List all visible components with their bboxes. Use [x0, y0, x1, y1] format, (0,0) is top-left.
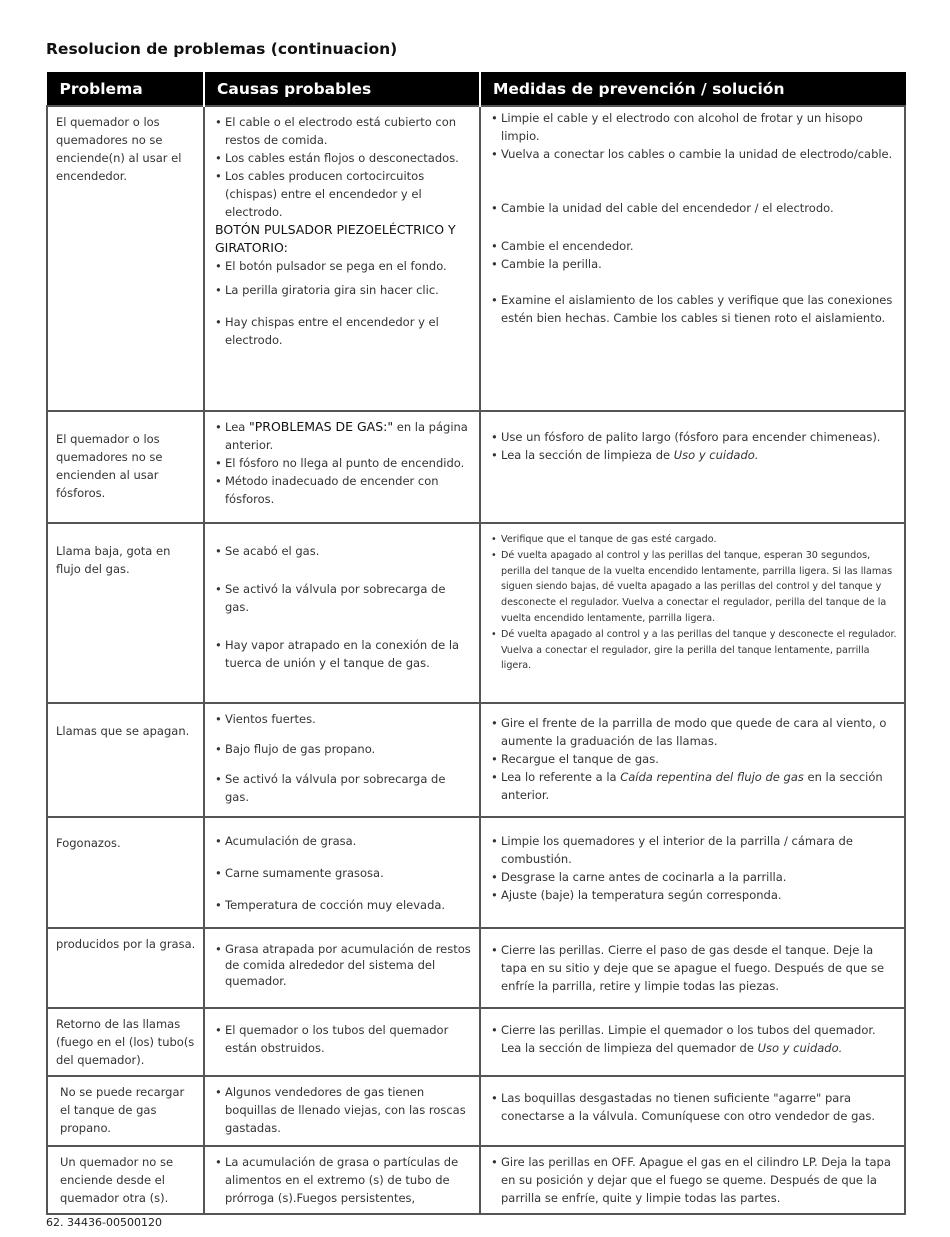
list-item: • Vuelva a conectar los cables o cambie la unidad de electrodo/cable. — [489, 145, 898, 163]
solutions-cell — [480, 703, 905, 817]
causes-cell — [204, 817, 480, 928]
problem-text: Llamas que se apagan. — [56, 724, 190, 738]
problem-text: No se puede recargar el tanque de gas propano. — [60, 1085, 185, 1135]
header-problem: Problema — [47, 73, 204, 107]
list-item: • El botón pulsador se pega en el fondo. — [213, 257, 473, 275]
problem-cell — [47, 1008, 204, 1076]
list-item: • Verifique que el tanque de gas esté cargado. — [489, 532, 898, 548]
causes-cell — [204, 1146, 480, 1214]
problem-cell — [47, 411, 204, 523]
list-item: • Limpie los quemadores y el interior de la parrilla / cámara de combustión. — [489, 832, 898, 868]
problem-cell — [47, 1146, 204, 1214]
causes-heading: BOTÓN PULSADOR PIEZOELÉCTRICO Y GIRATORIO: — [215, 222, 456, 255]
list-item: • Gire las perillas en OFF. Apague el gas en el cilindro LP. Deja la tapa en su posición y dejar que el fuego se queme. Después de que la parrilla se enfríe, quite y limpie todas las partes. — [489, 1153, 898, 1207]
table-row — [47, 703, 905, 817]
list-item: • Hay chispas entre el encendedor y el electrodo. — [213, 313, 473, 349]
table-row — [47, 411, 905, 523]
list-item: • Recargue el tanque de gas. — [489, 750, 898, 768]
list-item: • Se activó la válvula por sobrecarga de gas. — [213, 580, 473, 616]
problem-cell — [47, 1076, 204, 1146]
causes-cell — [204, 411, 480, 523]
problem-cell — [47, 703, 204, 817]
solutions-cell — [480, 928, 905, 1008]
list-item: • Examine el aislamiento de los cables y verifique que las conexiones estén bien hechas. Cambie los cables si tienen roto el aislamiento. — [489, 291, 898, 327]
problem-cell — [47, 817, 204, 928]
list-item: • Lea la sección de limpieza de Uso y cuidado. — [489, 446, 898, 464]
list-item: • Temperatura de cocción muy elevada. — [213, 896, 473, 914]
solutions-cell — [480, 411, 905, 523]
list-item: • Dé vuelta apagado al control y a las perillas del tanque y desconecte el regulador. Vuelva a conectar el regulador, gire la perilla del tanque lentamente, parrilla ligera. — [489, 627, 898, 674]
list-item: • Las boquillas desgastadas no tienen suficiente "agarre" para conectarse a la válvula. Comuníquese con otro vendedor de gas. — [489, 1089, 898, 1125]
list-item: • Cierre las perillas. Limpie el quemador o los tubos del quemador. Lea la sección de limpieza del quemador de Uso y cuidado. — [489, 1021, 898, 1057]
list-item: • Bajo flujo de gas propano. — [213, 740, 473, 758]
problem-text: Un quemador no se enciende desde el quemador otra (s). — [60, 1155, 174, 1205]
problem-text: El quemador o los quemadores no se encienden al usar fósforos. — [56, 432, 163, 500]
problem-text: Retorno de las llamas (fuego en el (los) tubo(s del quemador). — [56, 1017, 195, 1067]
list-item: • La acumulación de grasa o partículas de alimentos en el extremo (s) de tubo de prórroga (s).Fuegos persistentes, — [213, 1153, 473, 1207]
causes-cell — [204, 928, 480, 1008]
list-item: • Use un fósforo de palito largo (fósforo para encender chimeneas). — [489, 428, 898, 446]
problem-cell — [47, 928, 204, 1008]
table-header-row — [47, 73, 905, 107]
list-item: • Lea "PROBLEMAS DE GAS:" en la página anterior. — [213, 418, 473, 454]
table-row — [47, 106, 905, 411]
problem-text: Llama baja, gota en flujo del gas. — [56, 544, 171, 576]
list-item: • Los cables producen cortocircuitos (chispas) entre el encendedor y el electrodo. — [213, 167, 473, 221]
list-item: • El quemador o los tubos del quemador están obstruidos. — [213, 1021, 473, 1057]
problem-cell — [47, 106, 204, 411]
solutions-cell — [480, 106, 905, 411]
causes-cell — [204, 1008, 480, 1076]
list-item: • Se activó la válvula por sobrecarga de gas. — [213, 770, 473, 806]
table-row — [47, 523, 905, 703]
problem-text: Fogonazos. — [56, 836, 121, 850]
solutions-cell — [480, 523, 905, 703]
solutions-cell — [480, 817, 905, 928]
list-item: • Dé vuelta apagado al control y las perillas del tanque, esperan 30 segundos, perilla del tanque de la vuelta encendido lentamente, parrilla ligera. Si las llamas siguen siendo bajas, dé vuelta apagado a las perillas del control y del tanque y desconecte el regulador. Vuelva a conectar el regulador, perilla del tanque de la vuelta encendido lentamente, parrilla ligera. — [489, 548, 898, 627]
list-item: • Cambie la unidad del cable del encendedor / el electrodo. — [489, 199, 898, 217]
list-item: • Ajuste (baje) la temperatura según corresponda. — [489, 886, 898, 904]
table-row — [47, 1146, 905, 1214]
list-item: • Hay vapor atrapado en la conexión de la tuerca de unión y el tanque de gas. — [213, 636, 473, 672]
list-item: • Cambie el encendedor. — [489, 237, 898, 255]
problem-text: producidos por la grasa. — [56, 937, 196, 951]
table-row — [47, 928, 905, 1008]
header-causes: Causas probables — [204, 73, 480, 107]
solutions-cell — [480, 1008, 905, 1076]
causes-cell — [204, 106, 480, 411]
page-title: Resolucion de problemas (continuacion) — [46, 40, 398, 58]
causes-cell — [204, 1076, 480, 1146]
causes-cell — [204, 523, 480, 703]
list-item: • Lea lo referente a la Caída repentina del flujo de gas en la sección anterior. — [489, 768, 898, 804]
list-item: • Se acabó el gas. — [213, 542, 473, 560]
list-item: • Algunos vendedores de gas tienen boquillas de llenado viejas, con las roscas gastadas. — [213, 1083, 473, 1137]
table-row — [47, 1008, 905, 1076]
list-item: • Acumulación de grasa. — [213, 832, 473, 850]
solutions-cell — [480, 1146, 905, 1214]
header-solutions: Medidas de prevención / solución — [480, 73, 905, 107]
table-row — [47, 1076, 905, 1146]
list-item: • El fósforo no llega al punto de encendido. — [213, 454, 473, 472]
problem-cell — [47, 523, 204, 703]
page-footer: 62. 34436-00500120 — [46, 1216, 162, 1229]
list-item: • Los cables están flojos o desconectados. — [213, 149, 473, 167]
problem-text: El quemador o los quemadores no se enciende(n) al usar el encendedor. — [56, 115, 182, 183]
table-row — [47, 817, 905, 928]
list-item: • Desgrase la carne antes de cocinarla a la parrilla. — [489, 868, 898, 886]
list-item: • La perilla giratoria gira sin hacer clic. — [213, 281, 473, 299]
list-item: • Cierre las perillas. Cierre el paso de gas desde el tanque. Deje la tapa en su sitio y deje que se apague el fuego. Después de que se enfríe la parrilla, retire y limpie todas las piezas. — [489, 941, 898, 995]
list-item: • Gire el frente de la parrilla de modo que quede de cara al viento, o aumente la graduación de las llamas. — [489, 714, 898, 750]
troubleshooting-table — [46, 72, 906, 1215]
list-item: • Vientos fuertes. — [213, 710, 473, 728]
list-item: • Método inadecuado de encender con fósforos. — [213, 472, 473, 508]
list-item: • Limpie el cable y el electrodo con alcohol de frotar y un hisopo limpio. — [489, 109, 898, 145]
list-item: • Carne sumamente grasosa. — [213, 864, 473, 882]
solutions-cell — [480, 1076, 905, 1146]
list-item: • Grasa atrapada por acumulación de restos de comida alrededor del sistema del quemador. — [213, 941, 473, 989]
causes-cell — [204, 703, 480, 817]
list-item: • Cambie la perilla. — [489, 255, 898, 273]
list-item: • El cable o el electrodo está cubierto con restos de comida. — [213, 113, 473, 149]
